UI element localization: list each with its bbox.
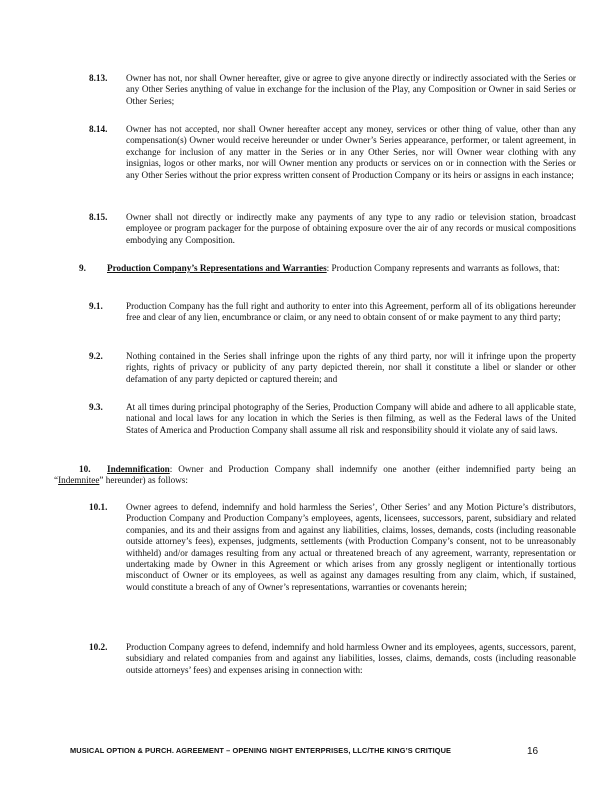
section-intro: : Owner and Production Company shall indemnify one another (either indemnified party being an “: [54, 464, 576, 486]
para-number: 10.1.: [89, 502, 108, 512]
para-number: 9.2.: [89, 351, 103, 361]
para-text: At all times during principal photography of the Series, Production Company will abide and adhere to all applicable state, national and local laws for any location in which the Series is then filming, as well as the Federal laws of the United States of America and Production Company shall assume all risk and responsibility should it violate any of said laws.: [126, 402, 576, 435]
section-number: 10.: [79, 464, 91, 474]
section-intro-end: ” hereunder) as follows:: [99, 475, 188, 486]
page-number: 16: [527, 746, 539, 757]
para-text: Owner has not, nor shall Owner hereafter, give or agree to give anyone directly or indirectly associated with the Series or any Other Series anything of value in exchange for the inclusion of the Play, any Composition or Owner in said Series or Other Series;: [126, 73, 576, 106]
para-text: Owner agrees to defend, indemnify and hold harmless the Series’, Other Series’ and any Motion Picture’s distributors, Production Company and Production Company’s employees, agents, licensees, successors, parent, subsidiary and related companies, and its and their assigns from and against any liabilities, claims, losses, demands, costs (including reasonable outside attorney’s fees), expenses, judgments, settlements (with Production Company’s consent, not to be unreasonably withheld) and/or damages resulting from any actual or threatened breach of any agreement, warranty, representation or undertaking made by Owner in this Agreement or which arises from any grossly negligent or intentionally tortious misconduct of Owner or its employees, as well as against any damages resulting from any claim, which, if sustained, would constitute a breach of any of Owner’s representations, warranties or covenants herein;: [126, 502, 576, 592]
para-text: Production Company agrees to defend, indemnify and hold harmless Owner and its employees, agents, successors, parent, subsidiary and related companies from and against any liabilities, losses, claims, demands, costs (including reasonable outside attorneys’ fees) and expenses arising in connection with:: [126, 642, 576, 675]
section-title: Production Company’s Representations and Warranties: [107, 263, 327, 273]
defined-term: Indemnitee: [58, 475, 100, 486]
para-number: 10.2.: [89, 642, 108, 652]
para-text: Owner has not accepted, nor shall Owner hereafter accept any money, services or other thing of value, other than any compensation(s) Owner would receive hereunder or under Owner’s Series appearance, performer, or talent agreement, in exchange for inclusion of any matter in the Series or in any Other Series, nor will Owner wear clothing with any insignias, logos or other marks, nor will Owner mention any products or services on or in connection with the Series or any Other Series without the prior express written consent of Production Company or its heirs or assigns in each instance;: [126, 124, 576, 180]
section-9-heading: [54, 263, 576, 274]
para-text: Production Company has the full right and authority to enter into this Agreement, perform all of its obligations hereunder free and clear of any lien, encumbrance or claim, or any need to obtain consent of or make payment to any third party;: [126, 301, 576, 323]
section-number: 9.: [79, 263, 86, 273]
para-text: Owner shall not directly or indirectly make any payments of any type to any radio or television station, broadcast employee or program packager for the purpose of obtaining exposure over the air of any records or musical compositions embodying any Composition.: [126, 212, 576, 245]
section-10-heading: [54, 464, 576, 487]
para-number: 8.13.: [89, 73, 108, 83]
para-number: 9.1.: [89, 301, 103, 311]
para-number: 8.15.: [89, 212, 108, 222]
para-number: 9.3.: [89, 402, 103, 412]
para-text: Nothing contained in the Series shall infringe upon the rights of any third party, nor will it infringe upon the property rights, rights of privacy or publicity of any party depicted therein, nor shall it constitute a libel or slander or other defamation of any party depicted or captured therein; and: [126, 351, 576, 384]
footer-document-title: MUSICAL OPTION & PURCH. AGREEMENT – OPENING NIGHT ENTERPRISES, LLC/THE KING’S CRITIQUE: [70, 746, 452, 755]
section-intro: : Production Company represents and warrants as follows, that:: [326, 263, 560, 273]
para-number: 8.14.: [89, 124, 108, 134]
section-title: Indemnification: [107, 464, 170, 474]
